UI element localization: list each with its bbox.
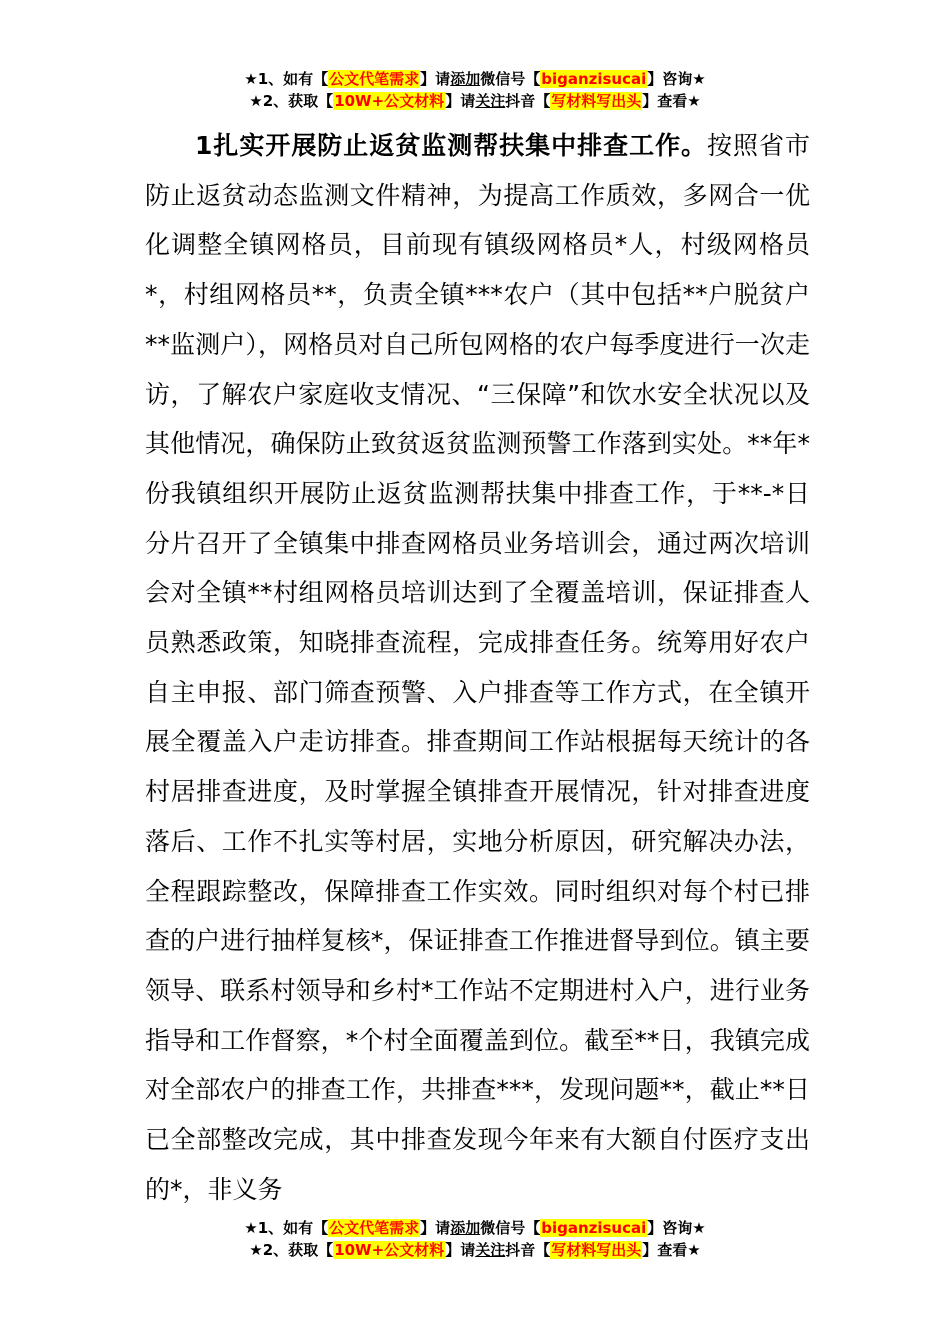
header-line-1	[0, 68, 950, 90]
header-line-2-prefix: ★2、获取【	[249, 92, 334, 110]
article-body-text: 按照省市防止返贫动态监测文件精神，为提高工作质效，多网合一优化调整全镇网格员，目前现有镇级网格员*人，村级网格员*，村组网格员**，负责全镇***农户（其中包括**户脱贫户**监测户），网格员对自己所包网格的农户每季度进行一次走访，了解农户家庭收支情况、“三保障”和饮水安全状况以及其他情况，确保防止致贫返贫监测预警工作落到实处。**年*份我镇组织开展防止返贫监测帮扶集中排查工作，于**-*日分片召开了全镇集中排查网格员业务培训会，通过两次培训会对全镇**村组网格员培训达到了全覆盖培训，保证排查人员熟悉政策，知晓排查流程，完成排查任务。统筹用好农户自主申报、部门筛查预警、入户排查等工作方式，在全镇开展全覆盖入户走访排查。排查期间工作站根据每天统计的各村居排查进度，及时掌握全镇排查开展情况，针对排查进度落后、工作不扎实等村居，实地分析原因，研究解决办法，全程跟踪整改，保障排查工作实效。同时组织对每个村已排查的户进行抽样复核*，保证排查工作推进督导到位。镇主要领导、联系村领导和乡村*工作站不定期进村入户，进行业务指导和工作督察，*个村全面覆盖到位。截至**日，我镇完成对全部农户的排查工作，共排查***，发现问题**，截止**日已全部整改完成，其中排查发现今年来有大额自付医疗支出的*，非义务	[145, 131, 810, 1204]
footer-line-2-middle-b: 抖音【	[505, 1241, 551, 1259]
footer-line-2-suffix: 】查看★	[642, 1241, 701, 1259]
article-paragraph	[145, 121, 810, 1211]
footer-banner	[0, 1217, 950, 1261]
footer-line-1	[0, 1217, 950, 1239]
header-line-2-middle-a: 】请	[445, 92, 476, 110]
header-line-2-highlight-douyin: 写材料写出头	[551, 92, 642, 110]
header-line-1-prefix: ★1、如有【	[244, 70, 329, 88]
header-line-1-highlight-wechat-id: biganzisucai	[541, 70, 647, 88]
header-banner	[0, 68, 950, 112]
header-line-2-middle-b: 抖音【	[505, 92, 551, 110]
footer-line-2-highlight-douyin: 写材料写出头	[551, 1241, 642, 1259]
footer-line-1-suffix: 】咨询★	[647, 1219, 706, 1237]
footer-line-2-prefix: ★2、获取【	[249, 1241, 334, 1259]
footer-line-2-underlined: 关注	[475, 1241, 506, 1259]
footer-line-1-middle-a: 】请	[420, 1219, 451, 1237]
footer-line-1-middle-b: 微信号【	[480, 1219, 541, 1237]
footer-line-1-highlight-wechat-id: biganzisucai	[541, 1219, 647, 1237]
header-line-2	[0, 90, 950, 112]
footer-line-1-underlined: 添加	[450, 1219, 481, 1237]
header-line-2-suffix: 】查看★	[642, 92, 701, 110]
header-line-1-suffix: 】咨询★	[647, 70, 706, 88]
footer-line-1-prefix: ★1、如有【	[244, 1219, 329, 1237]
footer-line-2-highlight-materials: 10W+公文材料	[334, 1241, 445, 1259]
footer-line-1-highlight-service: 公文代笔需求	[329, 1219, 420, 1237]
header-line-1-middle-a: 】请	[420, 70, 451, 88]
header-line-2-underlined: 关注	[475, 92, 506, 110]
footer-line-2-middle-a: 】请	[445, 1241, 476, 1259]
header-line-2-highlight-materials: 10W+公文材料	[334, 92, 445, 110]
header-line-1-middle-b: 微信号【	[480, 70, 541, 88]
header-line-1-underlined: 添加	[450, 70, 481, 88]
header-line-1-highlight-service: 公文代笔需求	[329, 70, 420, 88]
footer-line-2	[0, 1239, 950, 1261]
article-lead-heading: 1扎实开展防止返贫监测帮扶集中排查工作。	[195, 131, 708, 160]
